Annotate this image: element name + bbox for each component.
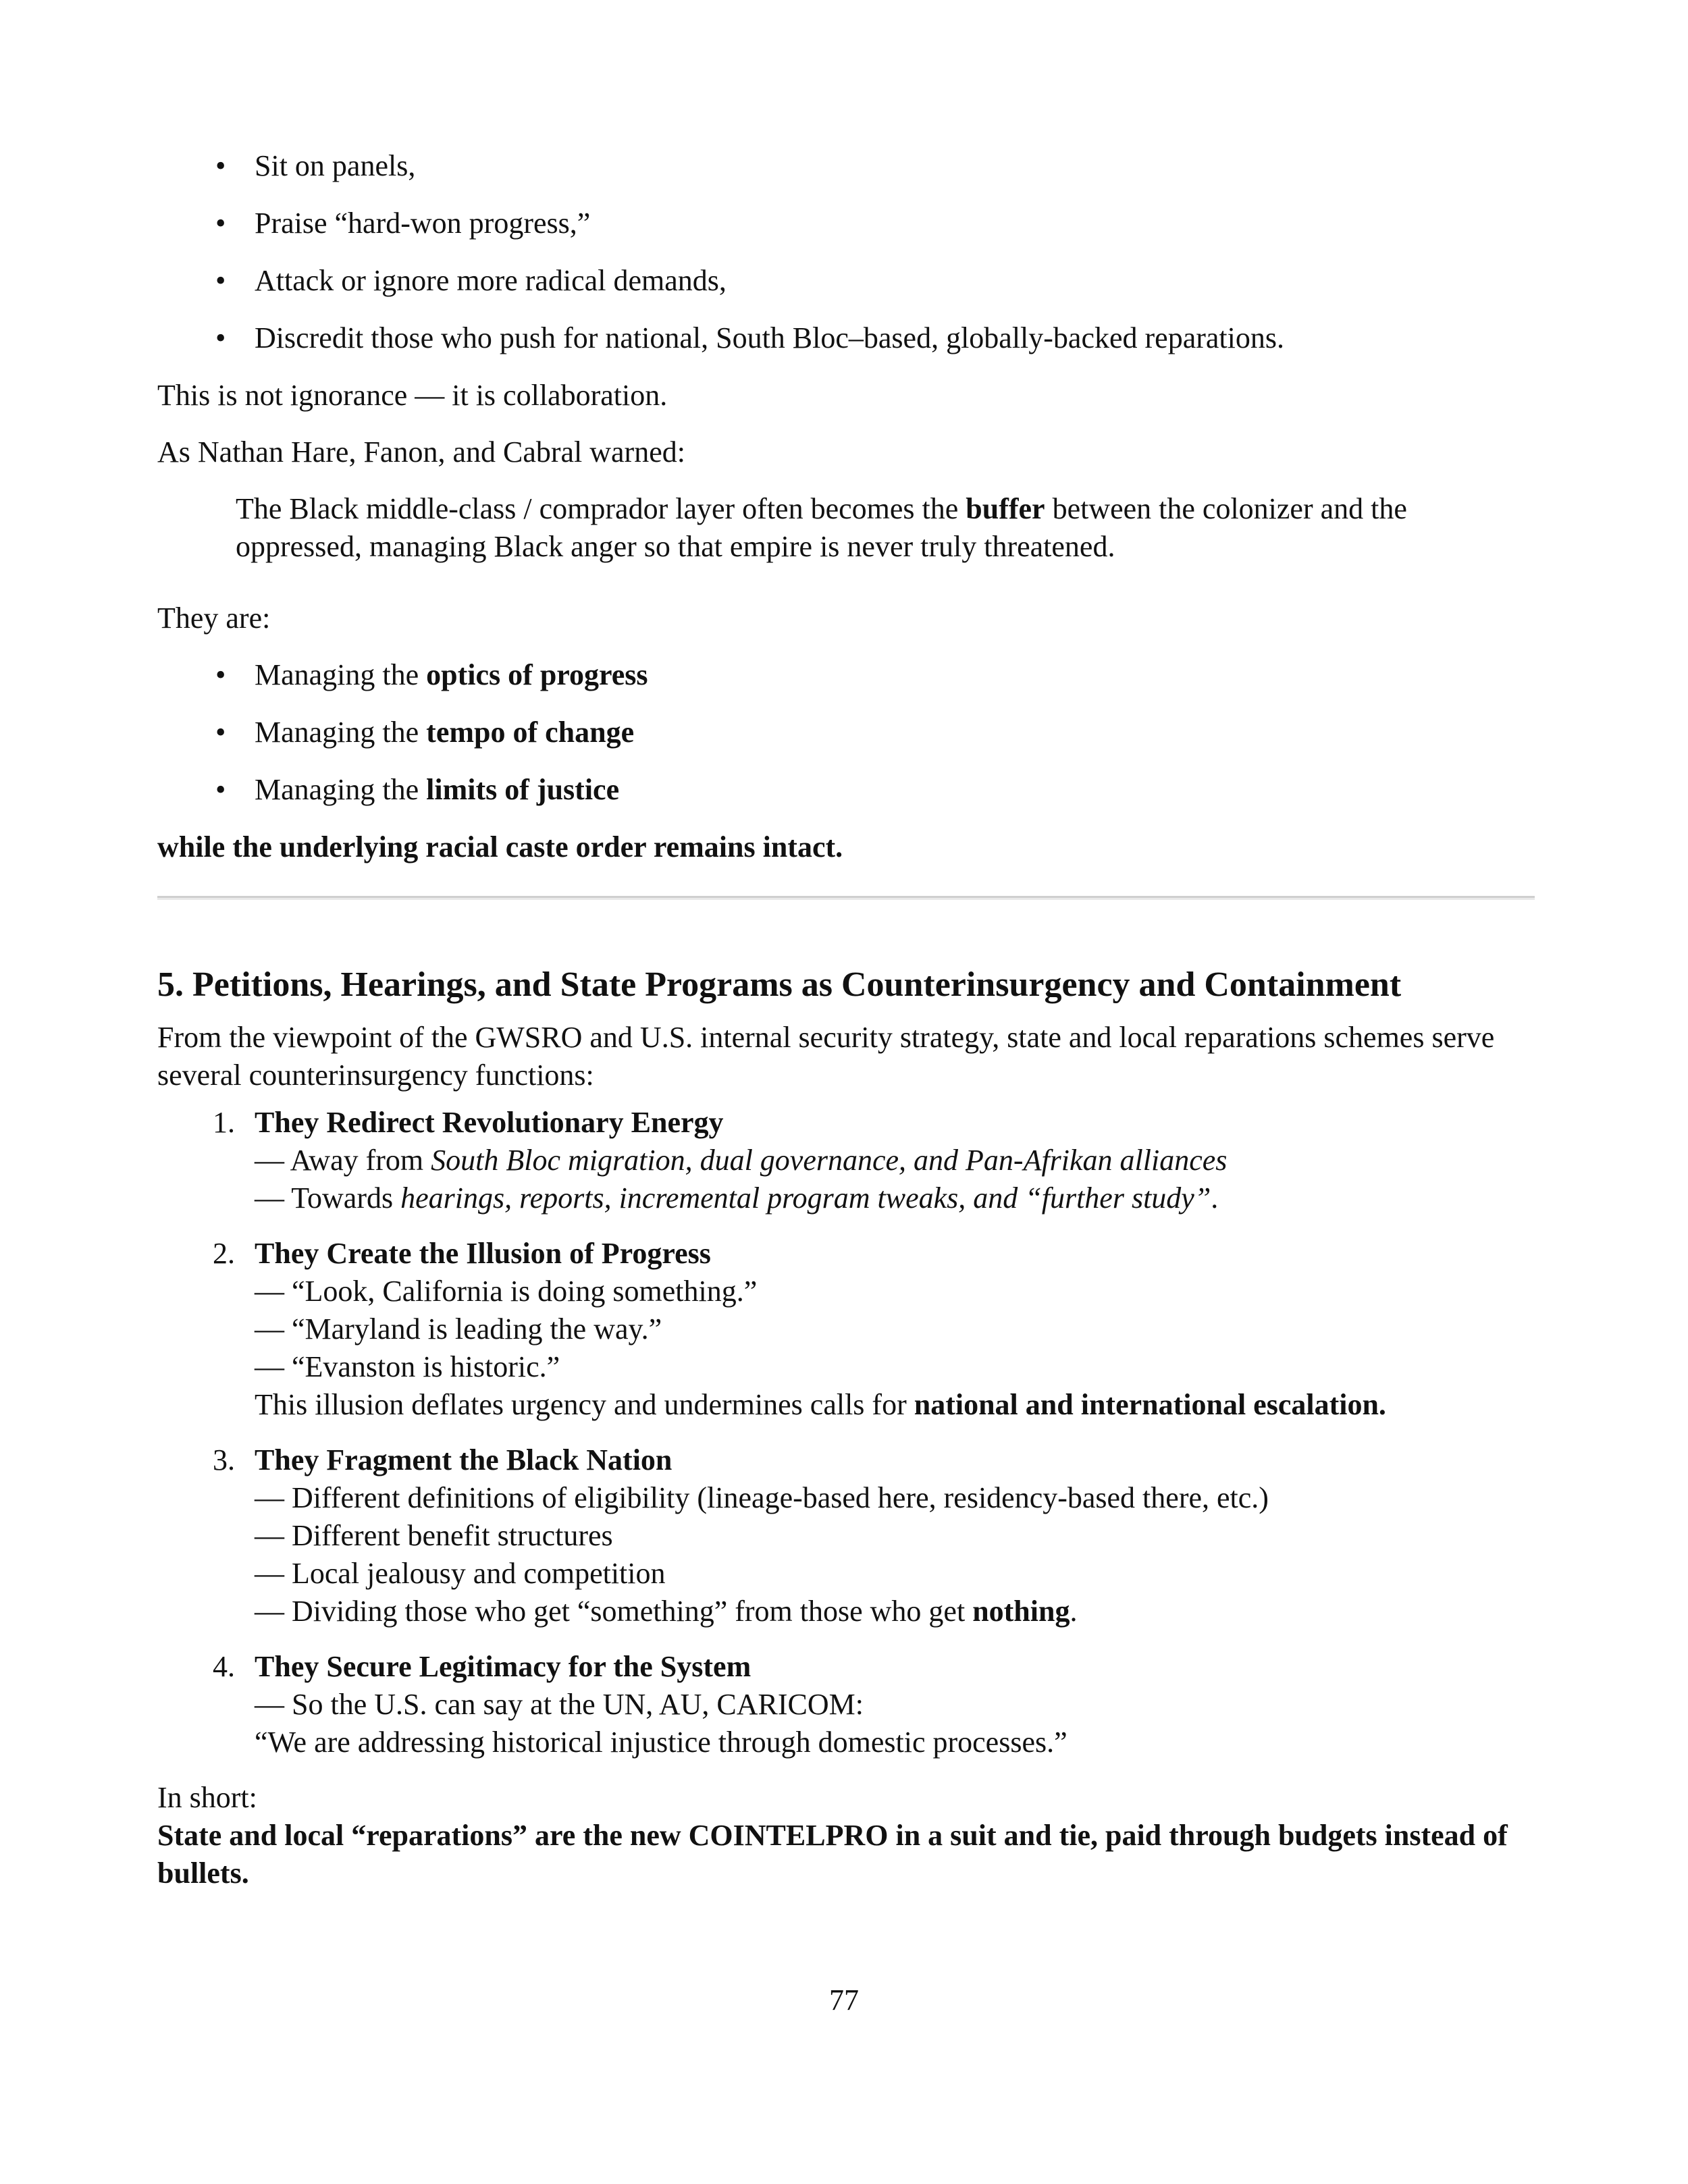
block-quote: [236, 490, 1519, 566]
item-line: [255, 1593, 1535, 1630]
final-statement: [157, 1817, 1535, 1892]
item-title: They Secure Legitimacy for the System: [255, 1650, 751, 1683]
in-short-label: In short:: [157, 1781, 257, 1814]
section-heading: 5. Petitions, Hearings, and State Programs as Counterinsurgency and Containment: [157, 965, 1402, 1004]
list-item-bold: limits of justice: [426, 773, 620, 806]
numbered-item-4: [213, 1648, 1535, 1761]
item-number: 2.: [213, 1237, 235, 1270]
list-item: [255, 714, 1535, 751]
item-line: — Local jealousy and competition: [255, 1557, 666, 1590]
item-title: They Fragment the Black Nation: [255, 1443, 672, 1476]
conclusion-text: [157, 828, 1535, 866]
item-line: — “Maryland is leading the way.”: [255, 1312, 662, 1346]
item-line: — Different benefit structures: [255, 1519, 613, 1552]
bullet-list-managing: [255, 656, 1535, 809]
list-item-bold: optics of progress: [426, 658, 648, 691]
list-item-bold: tempo of change: [426, 716, 635, 749]
quote-text: between the colonizer and the oppressed, managing Black anger so that empire is never truly threatened.: [236, 492, 1407, 563]
item-line: — So the U.S. can say at the UN, AU, CARICOM:: [255, 1688, 864, 1721]
list-item: [255, 771, 1535, 809]
list-item: • Attack or ignore more radical demands,: [255, 262, 1535, 300]
item-number: 1.: [213, 1106, 235, 1139]
item-line: — “Look, California is doing something.”: [255, 1275, 758, 1308]
final-statement-bold: State and local “reparations” are the new COINTELPRO in a suit and tie, paid through budgets instead of bullets.: [157, 1819, 1508, 1890]
list-item: [255, 656, 1535, 694]
item-bold: nothing: [972, 1595, 1070, 1628]
conclusion-bold: while the underlying racial caste order remains intact.: [157, 830, 843, 863]
item-text: .: [1211, 1181, 1219, 1215]
item-italic: South Bloc migration, dual governance, and Pan-Afrikan alliances: [431, 1144, 1228, 1177]
paragraph: As Nathan Hare, Fanon, and Cabral warned:: [157, 435, 685, 469]
item-line: [255, 1386, 1535, 1424]
list-item: • Praise “hard-won progress,”: [255, 205, 1535, 242]
quote-text: The Black middle-class / comprador layer often becomes the: [236, 492, 966, 525]
item-number: 4.: [213, 1650, 235, 1683]
item-line: — Different definitions of eligibility (lineage-based here, residency-based there, etc.): [255, 1481, 1269, 1514]
item-line: [255, 1142, 1535, 1179]
item-text: — Away from: [255, 1144, 431, 1177]
list-item-text: Managing the: [255, 773, 427, 806]
numbered-item-1: [213, 1104, 1535, 1217]
item-text: — Dividing those who get “something” from those who get: [255, 1595, 973, 1628]
item-line: — “Evanston is historic.”: [255, 1350, 560, 1383]
bullet-list-top: [255, 147, 1535, 357]
numbered-item-3: [213, 1441, 1535, 1630]
item-number: 3.: [213, 1443, 235, 1476]
list-item: • Sit on panels,: [255, 147, 1535, 185]
section-divider: [157, 896, 1535, 900]
item-title: They Create the Illusion of Progress: [255, 1237, 711, 1270]
list-item-text: Managing the: [255, 716, 427, 749]
item-line: [255, 1179, 1535, 1217]
paragraph: This is not ignorance — it is collaboration.: [157, 379, 668, 412]
page-number: 77: [829, 1983, 859, 2017]
item-line: “We are addressing historical injustice through domestic processes.”: [255, 1726, 1067, 1759]
item-bold: national and international escalation.: [914, 1388, 1386, 1421]
item-text: This illusion deflates urgency and undermines calls for: [255, 1388, 914, 1421]
paragraph: They are:: [157, 602, 271, 635]
numbered-list: [213, 1104, 1535, 1761]
section-intro: From the viewpoint of the GWSRO and U.S. internal security strategy, state and local reparations schemes serve several counterinsurgency functions:: [157, 1021, 1495, 1092]
quote-bold: buffer: [966, 492, 1045, 525]
item-title: They Redirect Revolutionary Energy: [255, 1106, 724, 1139]
list-item: • Discredit those who push for national, South Bloc–based, globally-backed reparations.: [255, 319, 1535, 357]
numbered-item-2: [213, 1235, 1535, 1424]
list-item-text: Managing the: [255, 658, 427, 691]
item-text: .: [1070, 1595, 1078, 1628]
item-italic: hearings, reports, incremental program tweaks, and “further study”: [400, 1181, 1211, 1215]
item-text: — Towards: [255, 1181, 401, 1215]
page-content: [157, 147, 1535, 1892]
